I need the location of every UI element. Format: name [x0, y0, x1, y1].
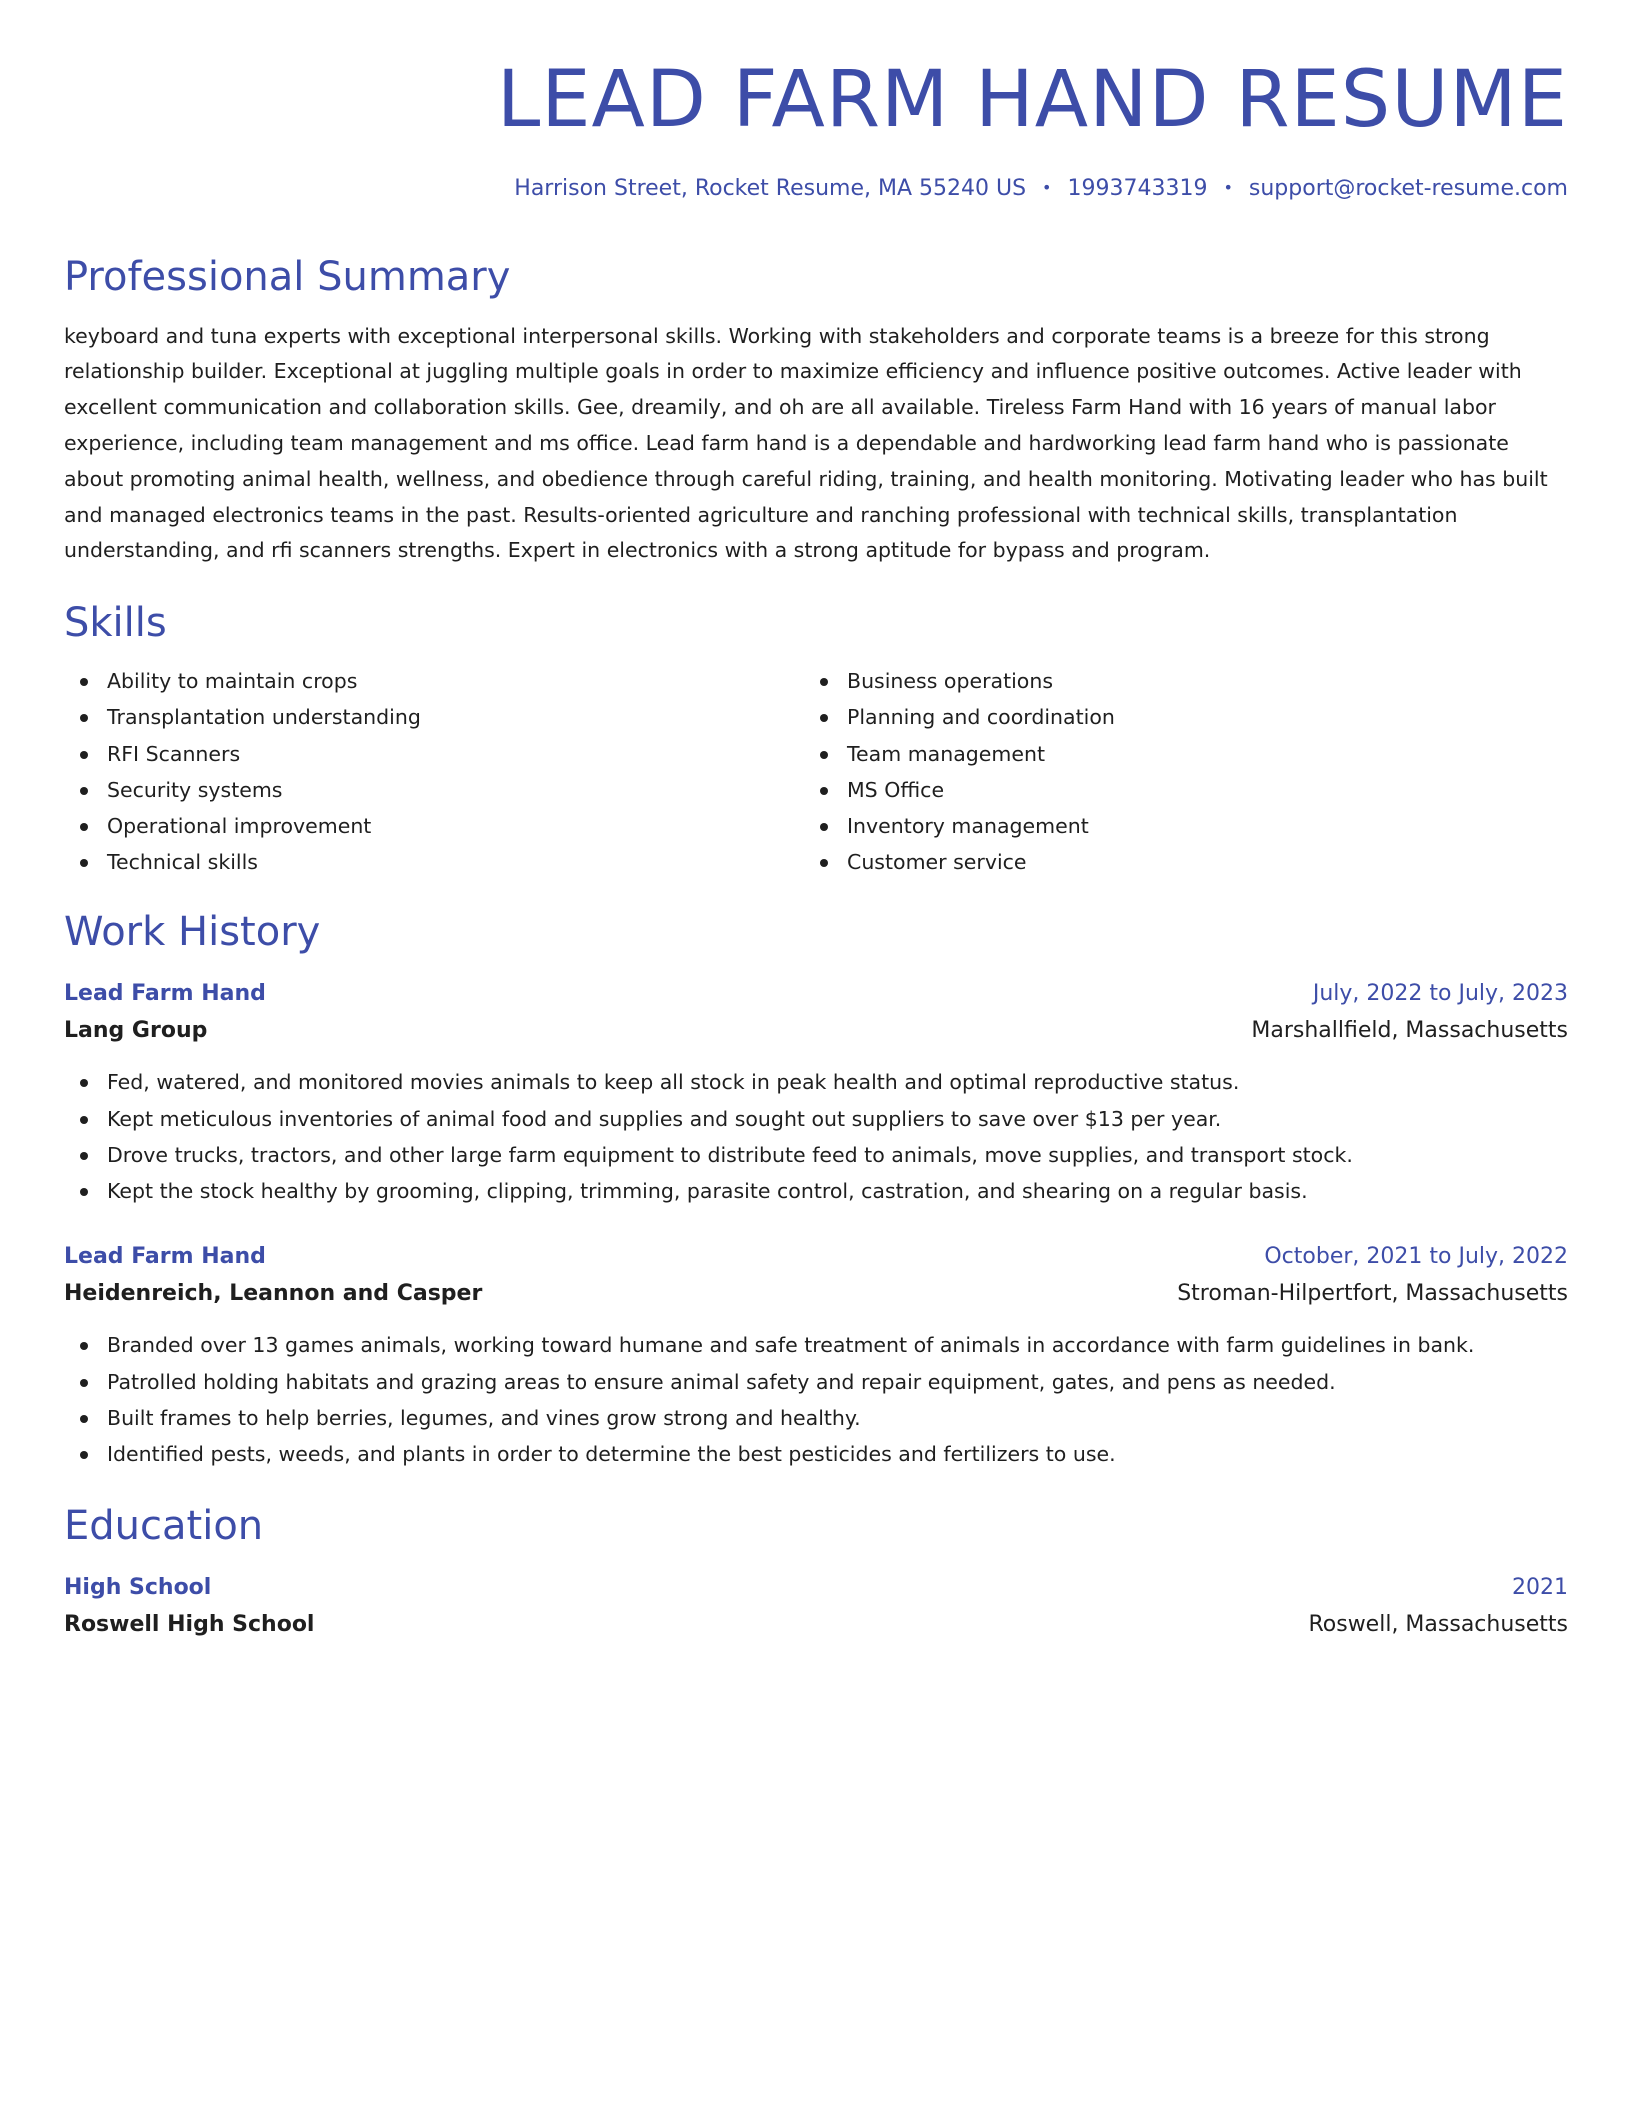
skill-label: Technical skills	[107, 850, 258, 875]
skill-item	[64, 772, 804, 808]
job-bullet	[64, 1400, 1568, 1436]
skill-label: RFI Scanners	[107, 741, 241, 766]
skills-heading: Skills	[64, 600, 167, 647]
bullet-dot	[80, 1079, 88, 1087]
skill-item	[64, 808, 804, 844]
skill-item	[804, 808, 1544, 844]
skill-label: Planning and coordination	[847, 705, 1115, 730]
bullet-dot	[80, 859, 88, 867]
education-year: 2021	[1512, 1575, 1568, 1601]
skill-item	[64, 663, 804, 699]
bullet-dot	[80, 1451, 88, 1459]
skill-item	[804, 772, 1544, 808]
bullet-dot	[80, 787, 88, 795]
education-entry	[64, 1570, 1568, 1644]
job-role: Lead Farm Hand	[64, 1244, 266, 1270]
skills-column-left	[64, 663, 804, 880]
bullet-dot	[820, 678, 828, 686]
bullet-dot	[80, 714, 88, 722]
bullet-dot	[80, 1342, 88, 1350]
job-dates: October, 2021 to July, 2022	[1264, 1244, 1568, 1270]
job-title-row	[64, 976, 1568, 1012]
resume-title: LEAD FARM HAND RESUME	[496, 55, 1568, 145]
job-bullet	[64, 1101, 1568, 1137]
job-bullet	[64, 1173, 1568, 1209]
bullet-dot	[820, 859, 828, 867]
job-bullet-text: Identified pests, weeds, and plants in order to determine the best pesticides and fertilizers to use.	[107, 1441, 1116, 1466]
job-bullets	[64, 1064, 1568, 1209]
job-bullet	[64, 1364, 1568, 1400]
bullet-dot	[820, 823, 828, 831]
job-bullet-text: Patrolled holding habitats and grazing areas to ensure animal safety and repair equipment, gates, and pens as needed.	[107, 1369, 1336, 1394]
skill-label: Business operations	[847, 669, 1054, 694]
job-bullet	[64, 1064, 1568, 1100]
job-dates: July, 2022 to July, 2023	[1312, 981, 1568, 1007]
bullet-dot	[80, 751, 88, 759]
work-history-heading: Work History	[64, 909, 321, 956]
job-bullet-text: Branded over 13 games animals, working toward humane and safe treatment of animals in accordance with farm guidelines in bank.	[107, 1333, 1475, 1358]
contact-email[interactable]: support@rocket-resume.com	[1248, 175, 1568, 201]
skill-label: Transplantation understanding	[107, 705, 421, 730]
job-company: Lang Group	[64, 1018, 208, 1044]
skill-label: Inventory management	[847, 814, 1089, 839]
contact-separator: •	[1223, 177, 1233, 197]
contact-address: Harrison Street, Rocket Resume, MA 55240 US	[514, 175, 1027, 201]
job-bullet-text: Fed, watered, and monitored movies animals to keep all stock in peak health and optimal reproductive status.	[107, 1070, 1240, 1095]
bullet-dot	[80, 1188, 88, 1196]
job-bullet-text: Kept meticulous inventories of animal food and supplies and sought out suppliers to save over $13 per year.	[107, 1106, 1222, 1131]
skill-item	[64, 699, 804, 735]
skill-label: Ability to maintain crops	[107, 669, 358, 694]
education-heading: Education	[64, 1503, 264, 1550]
job-entry	[64, 1239, 1568, 1472]
job-bullet-text: Drove trucks, tractors, and other large farm equipment to distribute feed to animals, move supplies, and transport stock.	[107, 1142, 1353, 1167]
education-degree-row	[64, 1570, 1568, 1606]
bullet-dot	[820, 787, 828, 795]
skill-label: Team management	[847, 741, 1046, 766]
job-company: Heidenreich, Leannon and Casper	[64, 1281, 483, 1307]
skill-item	[64, 736, 804, 772]
education-location: Roswell, Massachusetts	[1308, 1612, 1568, 1638]
skills-list	[64, 663, 1568, 880]
education-degree: High School	[64, 1575, 212, 1601]
bullet-dot	[80, 1415, 88, 1423]
skill-label: Customer service	[847, 850, 1027, 875]
job-entry	[64, 976, 1568, 1209]
bullet-dot	[80, 678, 88, 686]
bullet-dot	[80, 1116, 88, 1124]
skill-item	[64, 844, 804, 880]
job-bullet-text: Built frames to help berries, legumes, and vines grow strong and healthy.	[107, 1405, 861, 1430]
contact-separator: •	[1042, 177, 1052, 197]
skill-item	[804, 736, 1544, 772]
bullet-dot	[80, 1379, 88, 1387]
bullet-dot	[80, 1152, 88, 1160]
skill-label: Operational improvement	[107, 814, 372, 839]
job-bullet	[64, 1436, 1568, 1472]
skills-column-right	[804, 663, 1544, 880]
job-bullets	[64, 1327, 1568, 1472]
job-bullet	[64, 1137, 1568, 1173]
summary-heading: Professional Summary	[64, 253, 511, 300]
job-title-row	[64, 1239, 1568, 1275]
skill-label: Security systems	[107, 777, 283, 802]
job-role: Lead Farm Hand	[64, 981, 266, 1007]
education-school: Roswell High School	[64, 1612, 315, 1638]
contact-phone: 1993743319	[1067, 175, 1208, 201]
resume-header	[64, 56, 1568, 201]
contact-line	[64, 176, 1568, 201]
job-bullet	[64, 1327, 1568, 1363]
job-company-row	[64, 1275, 1568, 1313]
job-bullet-text: Kept the stock healthy by grooming, clipping, trimming, parasite control, castration, and shearing on a regular basis.	[107, 1179, 1308, 1204]
education-school-row	[64, 1606, 1568, 1644]
summary-text: keyboard and tuna experts with exceptional interpersonal skills. Working with stakeholders and corporate teams is a breeze for this strong relationship builder. Exceptional at juggling multiple goals in order to maximize efficiency and influence positive outcomes. Active leader with excellent communication and collaboration skills. Gee, dreamily, and oh are all available. Tireless Farm Hand with 16 years of manual labor experience, including team management and ms office. Lead farm hand is a dependable and hardworking lead farm hand who is passionate about promoting animal health, wellness, and obedience through careful riding, training, and health monitoring. Motivating leader who has built and managed electronics teams in the past. Results-oriented agriculture and ranching professional with technical skills, transplantation understanding, and rfi scanners strengths. Expert in electronics with a strong aptitude for bypass and program.	[64, 323, 1548, 563]
job-location: Stroman-Hilpertfort, Massachusetts	[1177, 1281, 1568, 1307]
job-location: Marshallfield, Massachusetts	[1251, 1018, 1568, 1044]
bullet-dot	[820, 714, 828, 722]
job-company-row	[64, 1012, 1568, 1050]
bullet-dot	[80, 823, 88, 831]
skill-item	[804, 663, 1544, 699]
bullet-dot	[820, 751, 828, 759]
skill-label: MS Office	[847, 777, 945, 802]
skill-item	[804, 844, 1544, 880]
skill-item	[804, 699, 1544, 735]
